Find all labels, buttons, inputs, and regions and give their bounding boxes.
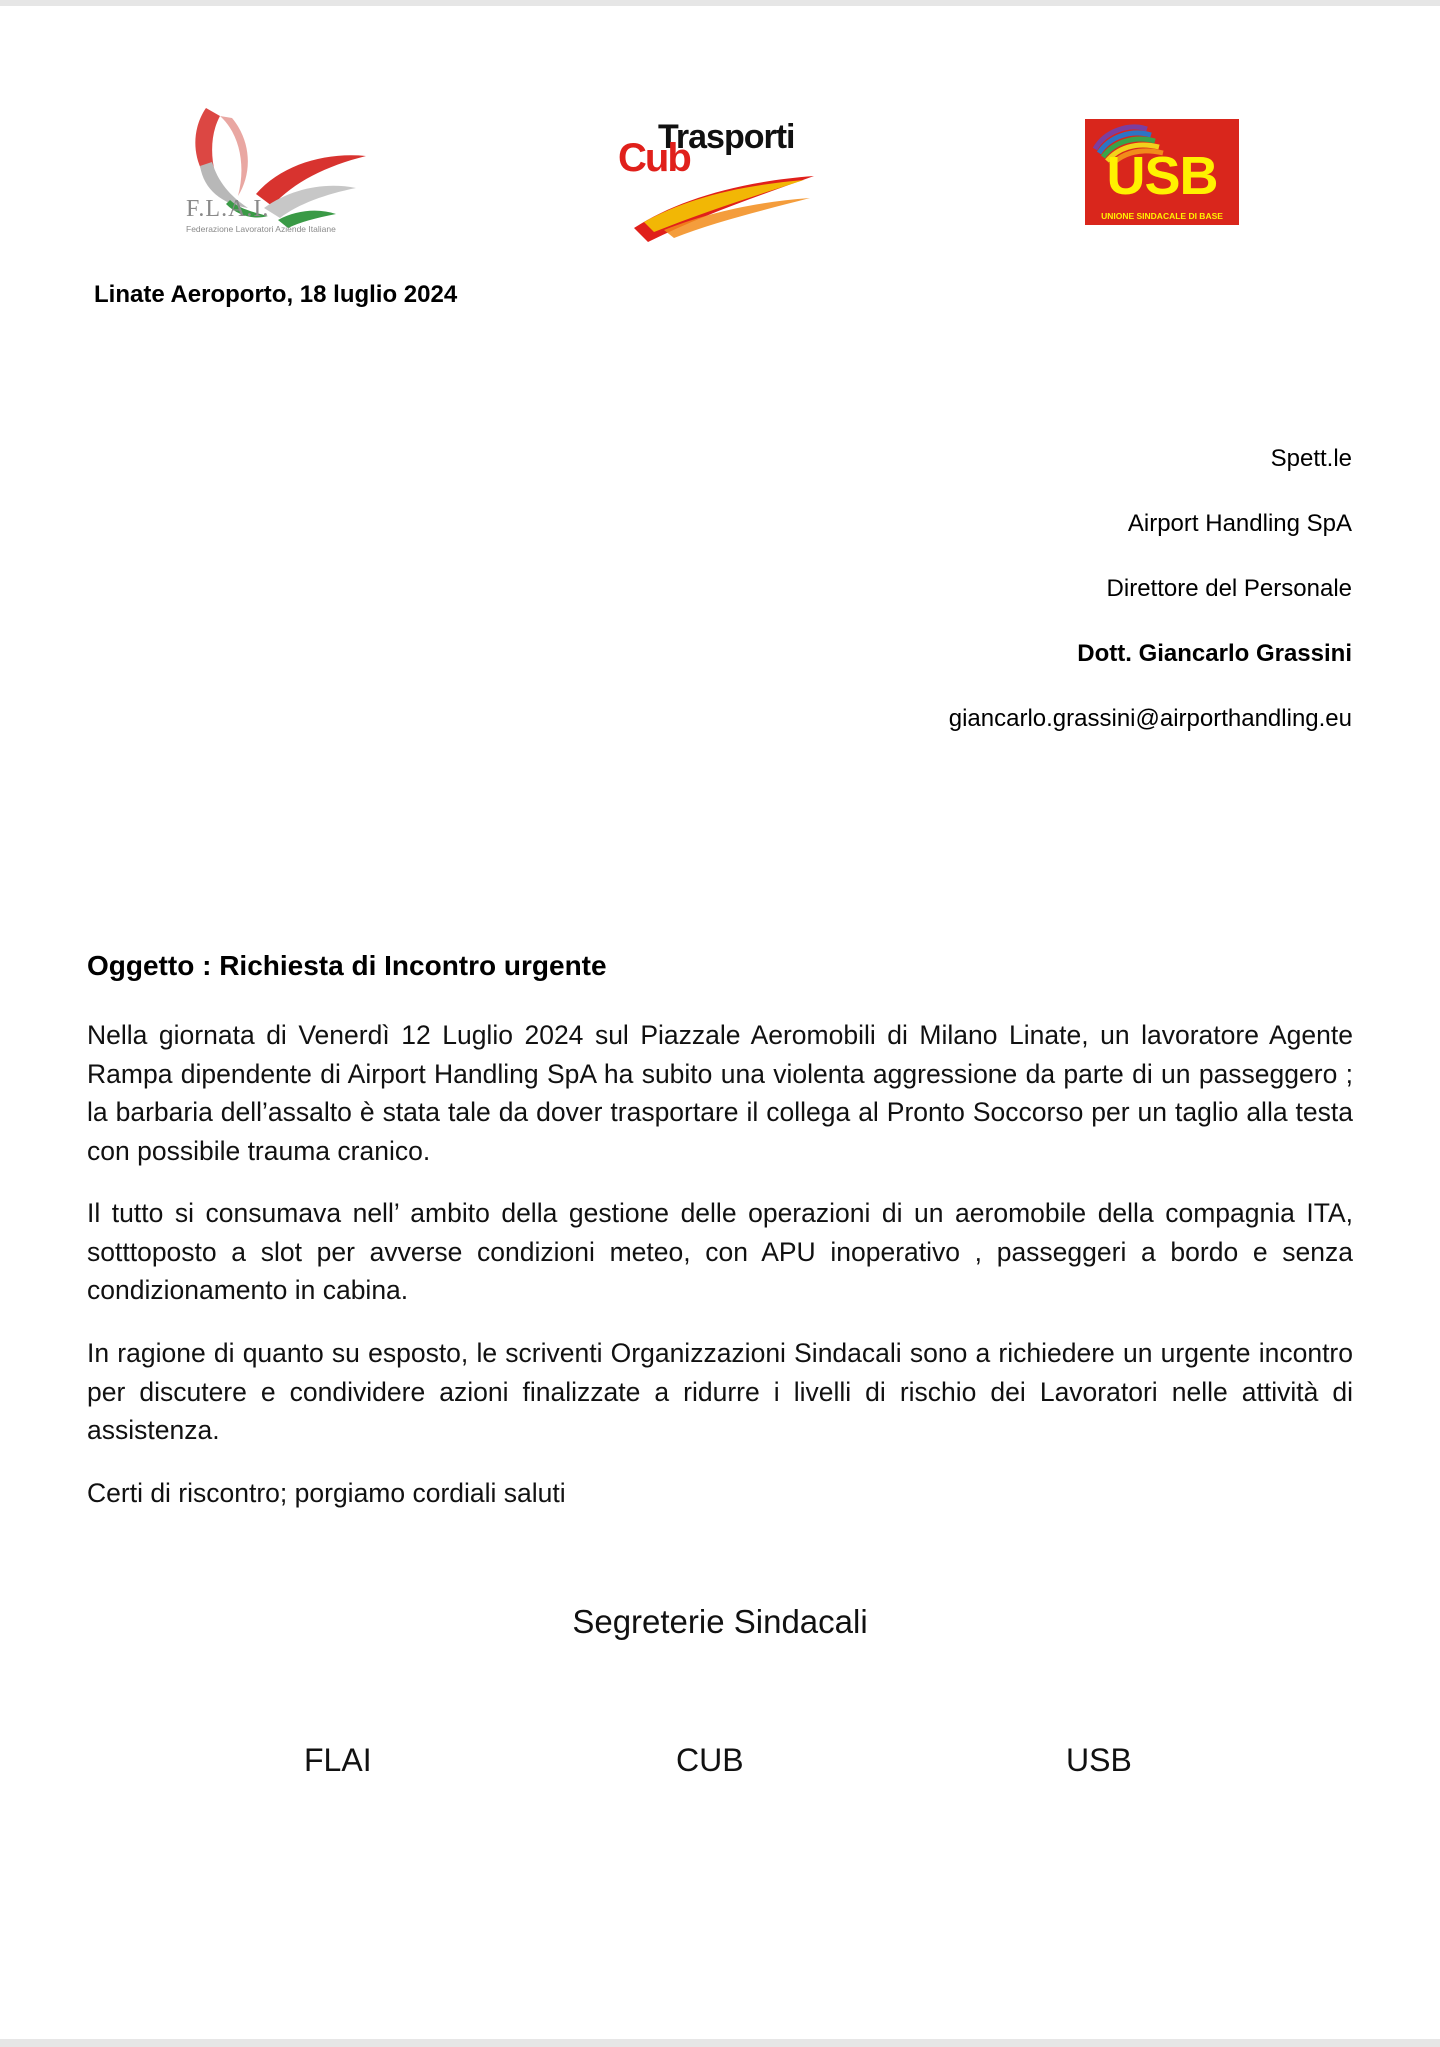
body-paragraph-4: Certi di riscontro; porgiamo cordiali saluti	[87, 1478, 566, 1508]
letter-date: Linate Aeroporto, 18 luglio 2024	[94, 281, 458, 308]
cub-trasporti-logo	[614, 118, 824, 244]
recipient-role: Direttore del Personale	[1106, 575, 1352, 602]
bottom-border	[0, 2039, 1440, 2047]
recipient-name: Dott. Giancarlo Grassini	[1077, 640, 1352, 667]
body-paragraph-3: In ragione di quanto su esposto, le scriventi Organizzazioni Sindacali sono a richiedere un urgente incontro per discutere e condividere azioni finalizzate a ridurre i livelli di rischio dei Lavoratori nelle attività di assistenza.	[87, 1338, 1353, 1445]
cub-trasporti-text: Trasporti	[658, 118, 795, 156]
cub-prefix-text: Cub	[618, 136, 690, 180]
cub-brush-icon	[614, 118, 824, 244]
letter-page	[0, 6, 1440, 2039]
signatory-flai: FLAI	[304, 1742, 372, 1778]
flai-logo	[186, 104, 376, 238]
usb-logo	[1085, 119, 1239, 225]
body-paragraph-2: Il tutto si consumava nell’ ambito della gestione delle operazioni di un aeromobile della compagnia ITA, sotttoposto a slot per avverse condizioni meteo, con APU inoperativo , passeggeri a bordo e senza condizionamento in cabina.	[87, 1198, 1353, 1305]
recipient-company: Airport Handling SpA	[1127, 510, 1352, 537]
closing-title: Segreterie Sindacali	[572, 1603, 868, 1640]
letter-subject: Oggetto : Richiesta di Incontro urgente	[87, 950, 607, 981]
recipient-salutation: Spett.le	[1270, 445, 1352, 472]
usb-subtitle: UNIONE SINDACALE DI BASE	[1101, 211, 1223, 221]
recipient-email: giancarlo.grassini@airporthandling.eu	[948, 705, 1352, 732]
signatory-usb: USB	[1066, 1742, 1132, 1778]
usb-text: USB	[1106, 146, 1218, 206]
flai-abbr: F.L.A.I.	[186, 196, 270, 222]
flai-full-name: Federazione Lavoratori Aziende Italiane	[186, 224, 336, 234]
signatory-cub: CUB	[676, 1742, 744, 1778]
body-paragraph-1: Nella giornata di Venerdì 12 Luglio 2024 sul Piazzale Aeromobili di Milano Linate, un lavoratore Agente Rampa dipendente di Airport Handling SpA ha subito una violenta aggressione da parte di un passeggero ; la barbaria dell’assalto è stata tale da dover trasportare il collega al Pronto Soccorso per un taglio alla testa con possibile trauma cranico.	[87, 1020, 1353, 1166]
